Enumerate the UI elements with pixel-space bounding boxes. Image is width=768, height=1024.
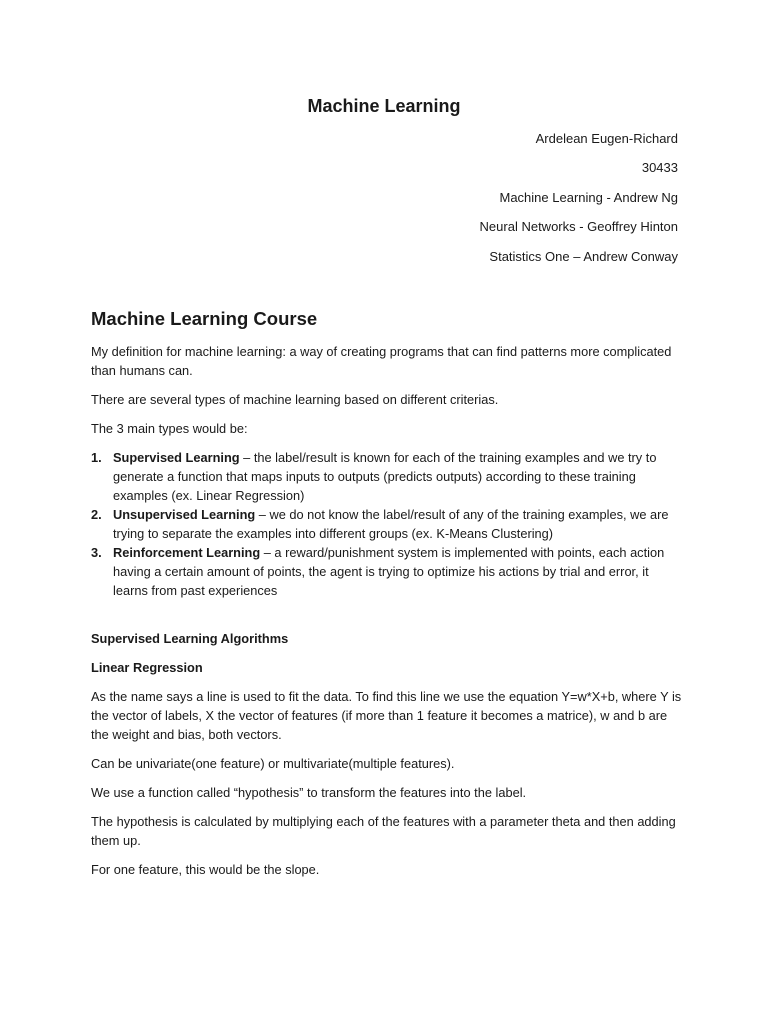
student-group: 30433 [641,160,678,176]
list-item [91,543,685,600]
course-reference-2: Neural Networks - Geoffrey Hinton [479,219,678,235]
list-item [91,448,685,505]
document-title: Machine Learning [307,96,461,116]
list-number: 2. [91,507,102,522]
learning-types-list [91,448,685,600]
list-number: 1. [91,450,102,465]
linear-regression-paragraph: We use a function called “hypothesis” to transform the features into the label. [91,785,527,800]
vertical-spacer [91,600,685,629]
list-description: – we do not know the label/result of any of the training examples, we are trying to separate the examples into different groups (ex. K-Means Clustering) [113,507,669,541]
list-item [91,505,685,543]
section-heading: Machine Learning Course [91,308,318,329]
list-term: Unsupervised Learning [113,507,256,522]
list-description: – a reward/punishment system is implemented with points, each action having a certain amount of points, the agent is trying to optimize his actions by trial and error, it learns from past experiences [113,545,665,598]
author-info-block [198,128,678,275]
linear-regression-heading: Linear Regression [91,660,203,675]
list-number: 3. [91,545,102,560]
definition-paragraph: My definition for machine learning: a way of creating programs that can find patterns more complicated than humans can. [91,344,672,378]
linear-regression-paragraph: The hypothesis is calculated by multiplying each of the features with a parameter theta and then adding them up. [91,814,676,848]
main-types-lead: The 3 main types would be: [91,421,248,436]
algorithms-heading: Supervised Learning Algorithms [91,631,289,646]
list-term: Supervised Learning [113,450,240,465]
list-description: – the label/result is known for each of the training examples and we try to generate a function that maps inputs to outputs (predicts outputs) according to these training examples (ex. Linear Regression) [113,450,657,503]
document-body [91,305,685,889]
linear-regression-paragraph: As the name says a line is used to fit the data. To find this line we use the equation Y=w*X+b, where Y is the vector of labels, X the vector of features (if more than 1 feature it becomes a matrice), w and b are the weight and bias, both vectors. [91,689,682,742]
types-intro-paragraph: There are several types of machine learning based on different criterias. [91,392,499,407]
linear-regression-paragraph: For one feature, this would be the slope. [91,862,320,877]
course-reference-1: Machine Learning - Andrew Ng [499,189,678,205]
list-term: Reinforcement Learning [113,545,261,560]
author-name: Ardelean Eugen-Richard [535,131,678,146]
course-reference-3: Statistics One – Andrew Conway [489,248,678,264]
linear-regression-paragraph: Can be univariate(one feature) or multivariate(multiple features). [91,756,455,771]
